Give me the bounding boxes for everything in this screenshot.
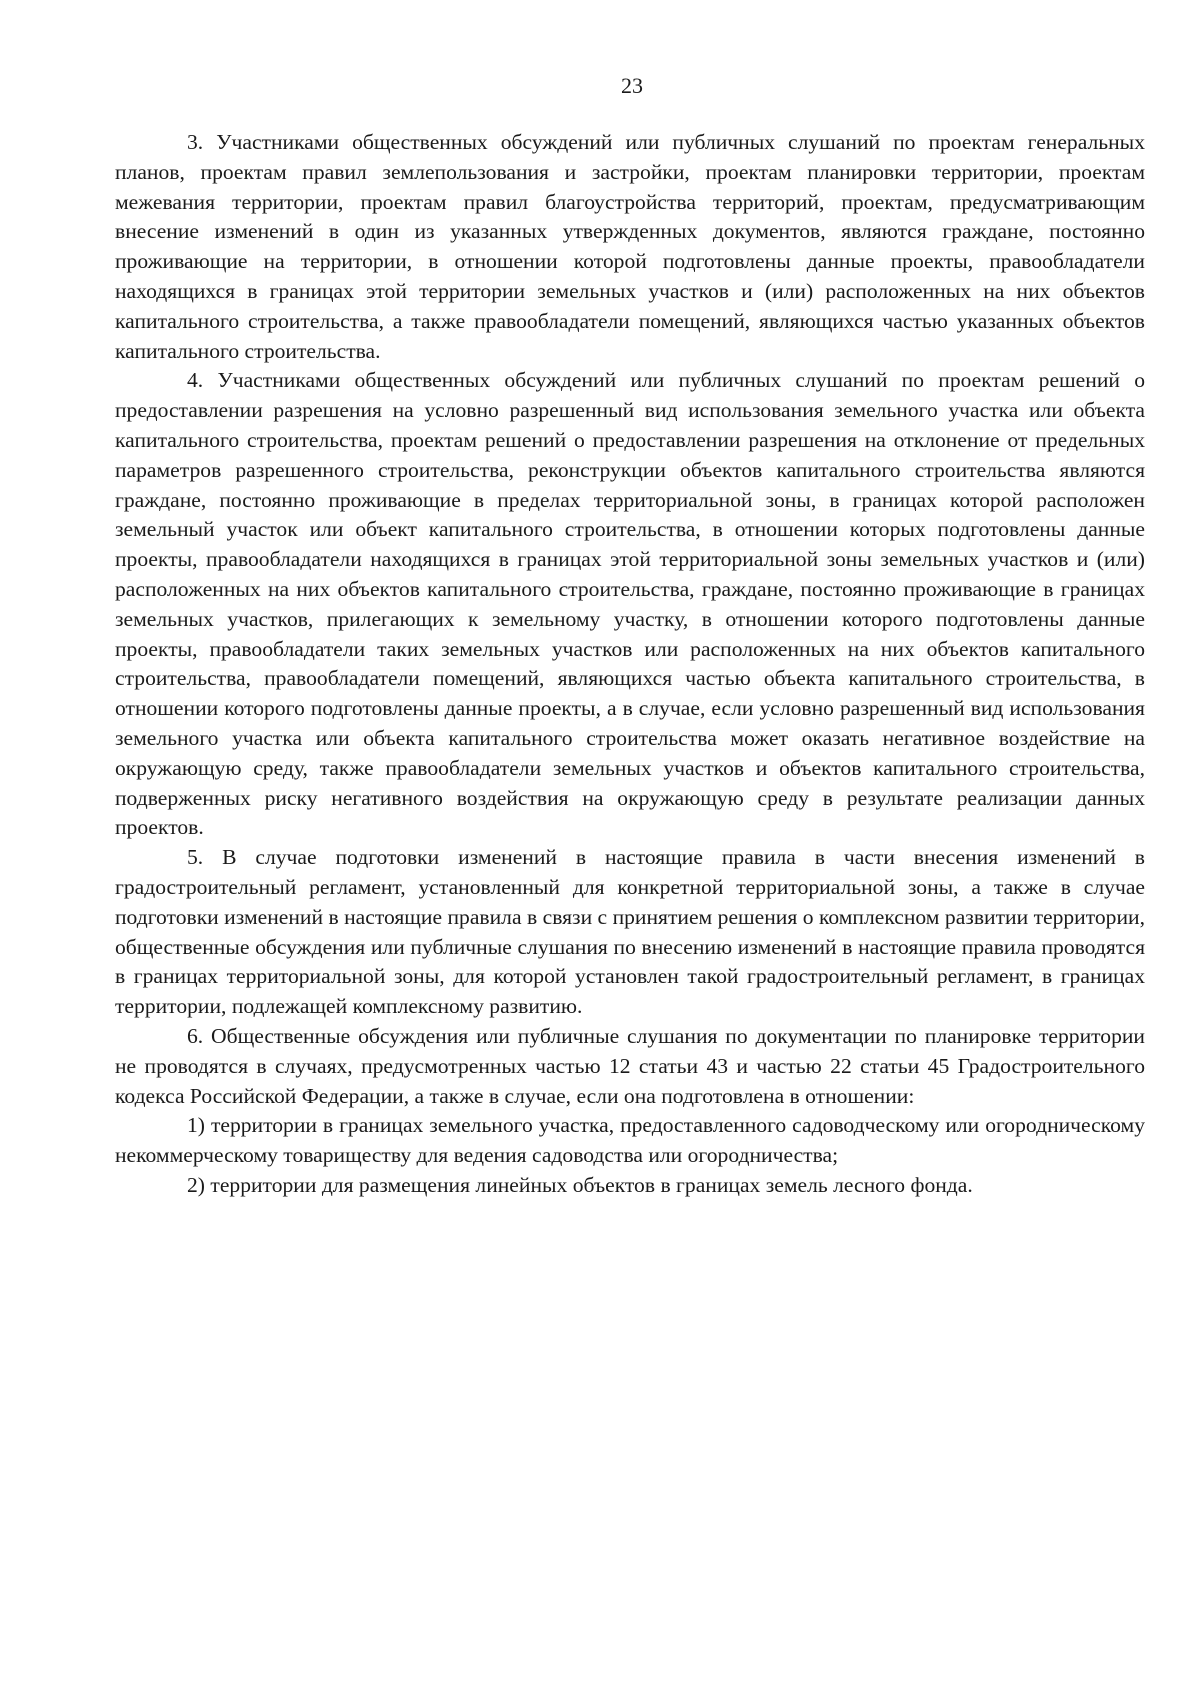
paragraph-6: 6. Общественные обсуждения или публичные слушания по документации по планировке территории не проводятся в случаях, предусмотренных частью 12 статьи 43 и частью 22 статьи 45 Градостроительного кодекса Российской Федерации, а также в случае, если она подготовлена в отношении: [115,1023,1145,1108]
list-item-1: 1) территории в границах земельного участка, предоставленного садоводческому или огородническому некоммерческому товариществу для ведения садоводства или огородничества; [115,1113,1145,1168]
document-body [115,128,1145,1201]
page-number: 23 [621,73,643,98]
paragraph-4: 4. Участниками общественных обсуждений или публичных слушаний по проектам решений о предоставлении разрешения на условно разрешенный вид использования земельного участка или объекта капитального строительства, проектам решений о предоставлении разрешения на отклонение от предельных параметров разрешенного строительства, реконструкции объектов капитального строительства являются граждане, постоянно проживающие в пределах территориальной зоны, в границах которой расположен земельный участок или объект капитального строительства, в отношении которых подготовлены данные проекты, правообладатели находящихся в границах этой территориальной зоны земельных участков и (или) расположенных на них объектов капитального строительства, граждане, постоянно проживающие в границах земельных участков, прилегающих к земельному участку, в отношении которого подготовлены данные проекты, правообладатели таких земельных участков или расположенных на них объектов капитального строительства, правообладатели помещений, являющихся частью объекта капитального строительства, в отношении которого подготовлены данные проекты, а в случае, если условно разрешенный вид использования земельного участка или объекта капитального строительства может оказать негативное воздействие на окружающую среду, также правообладатели земельных участков и объектов капитального строительства, подверженных риску негативного воздействия на окружающую среду в результате реализации данных проектов. [115,368,1145,840]
paragraph-3: 3. Участниками общественных обсуждений или публичных слушаний по проектам генеральных планов, проектам правил землепользования и застройки, проектам планировки территории, проектам межевания территории, проектам правил благоустройства территорий, проектам, предусматривающим внесение изменений в один из указанных утвержденных документов, являются граждане, постоянно проживающие на территории, в отношении которой подготовлены данные проекты, правообладатели находящихся в границах этой территории земельных участков и (или) расположенных на них объектов капитального строительства, а также правообладатели помещений, являющихся частью указанных объектов капитального строительства. [115,130,1145,363]
paragraph-5: 5. В случае подготовки изменений в настоящие правила в части внесения изменений в градостроительный регламент, установленный для конкретной территориальной зоны, а также в случае подготовки изменений в настоящие правила в связи с принятием решения о комплексном развитии территории, общественные обсуждения или публичные слушания по внесению изменений в настоящие правила проводятся в границах территориальной зоны, для которой установлен такой градостроительный регламент, в границах территории, подлежащей комплексному развитию. [115,845,1145,1019]
list-item-2: 2) территории для размещения линейных объектов в границах земель лесного фонда. [187,1172,973,1197]
